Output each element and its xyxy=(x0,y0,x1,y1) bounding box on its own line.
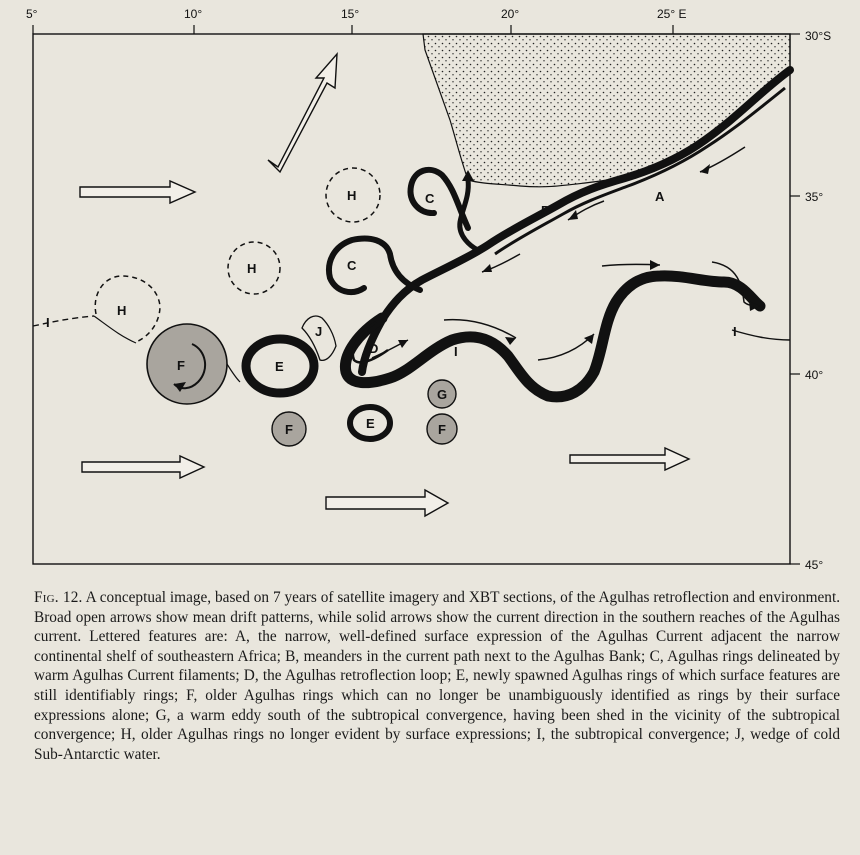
label-h-middle: H xyxy=(247,261,257,276)
label-e-large: E xyxy=(275,359,284,374)
lat-label-30: 30°S xyxy=(805,29,832,43)
label-g: G xyxy=(437,387,448,402)
lon-label-20: 20° xyxy=(501,7,520,21)
label-i-east: I xyxy=(733,324,737,339)
f-ring-connector xyxy=(227,364,240,382)
open-arrow-northwest xyxy=(80,181,195,203)
label-c-north: C xyxy=(425,191,435,206)
lon-label-15: 15° xyxy=(341,7,360,21)
label-i-west: I xyxy=(46,315,50,330)
label-j: J xyxy=(315,324,323,339)
f-ring-large xyxy=(147,324,227,404)
caption-label: Fig. 12. xyxy=(34,589,83,606)
lat-label-40: 40° xyxy=(805,368,824,382)
label-b: B xyxy=(541,203,551,218)
lat-label-35: 35° xyxy=(805,190,824,204)
subtropical-convergence-east xyxy=(732,330,790,340)
lat-label-45: 45° xyxy=(805,558,824,570)
h-ring-west xyxy=(95,276,160,342)
label-f-small-west: F xyxy=(285,422,293,437)
southern-africa-land xyxy=(423,34,790,187)
lon-label-10: 10° xyxy=(184,7,203,21)
open-arrow-south-middle xyxy=(326,490,448,516)
c-ring-south xyxy=(329,239,420,293)
figure-caption xyxy=(34,588,840,764)
subtropical-convergence-west-solid xyxy=(94,316,136,343)
lon-label-5: 5° xyxy=(26,7,38,21)
arrowhead-westward xyxy=(482,264,492,272)
arrowhead-i xyxy=(505,337,516,345)
open-arrow-north xyxy=(268,54,337,172)
label-f-small-east: F xyxy=(438,422,446,437)
label-h-west: H xyxy=(117,303,127,318)
arrowhead-east xyxy=(584,334,594,344)
open-arrow-southwest xyxy=(82,456,204,478)
label-i-middle: I xyxy=(454,344,458,359)
label-d: D xyxy=(369,341,379,356)
label-f-large: F xyxy=(177,358,185,373)
lon-label-25: 25° E xyxy=(657,7,687,21)
label-e-small: E xyxy=(366,416,375,431)
subtropical-convergence-west xyxy=(33,316,94,326)
label-a: A xyxy=(655,189,665,204)
label-c-south: C xyxy=(347,258,357,273)
arrowhead-top-east xyxy=(650,260,660,270)
caption-text: A conceptual image, based on 7 years of satellite imagery and XBT sections, of the Agulhas retroflection and environment. Broad open arrows show mean drift patterns, while solid arrows show the current direction in the southern reaches of the Agulhas current. Lettered features are: A, the narrow, well-defined surface expression of the Agulhas Current adjacent the narrow continental shelf of southeastern Africa; B, meanders in the current path next to the Agulhas Bank; C, Agulhas rings delineated by warm Agulhas Current filaments; D, the Agulhas retroflection loop; E, newly spawned Agulhas rings of which surface features are still identifiably rings; F, older Agulhas rings which can no longer be unambiguously identified as rings by their surface expressions alone; G, a warm eddy south of the subtropical convergence, having been shed in the vicinity of the subtropical convergence; H, older Agulhas rings no longer evident by surface expressions; I, the subtropical convergence; J, wedge of cold Sub-Antarctic water. xyxy=(34,589,841,763)
open-arrow-southeast xyxy=(570,448,689,470)
arrowhead-a xyxy=(700,164,710,174)
label-h-northeast: H xyxy=(347,188,357,203)
